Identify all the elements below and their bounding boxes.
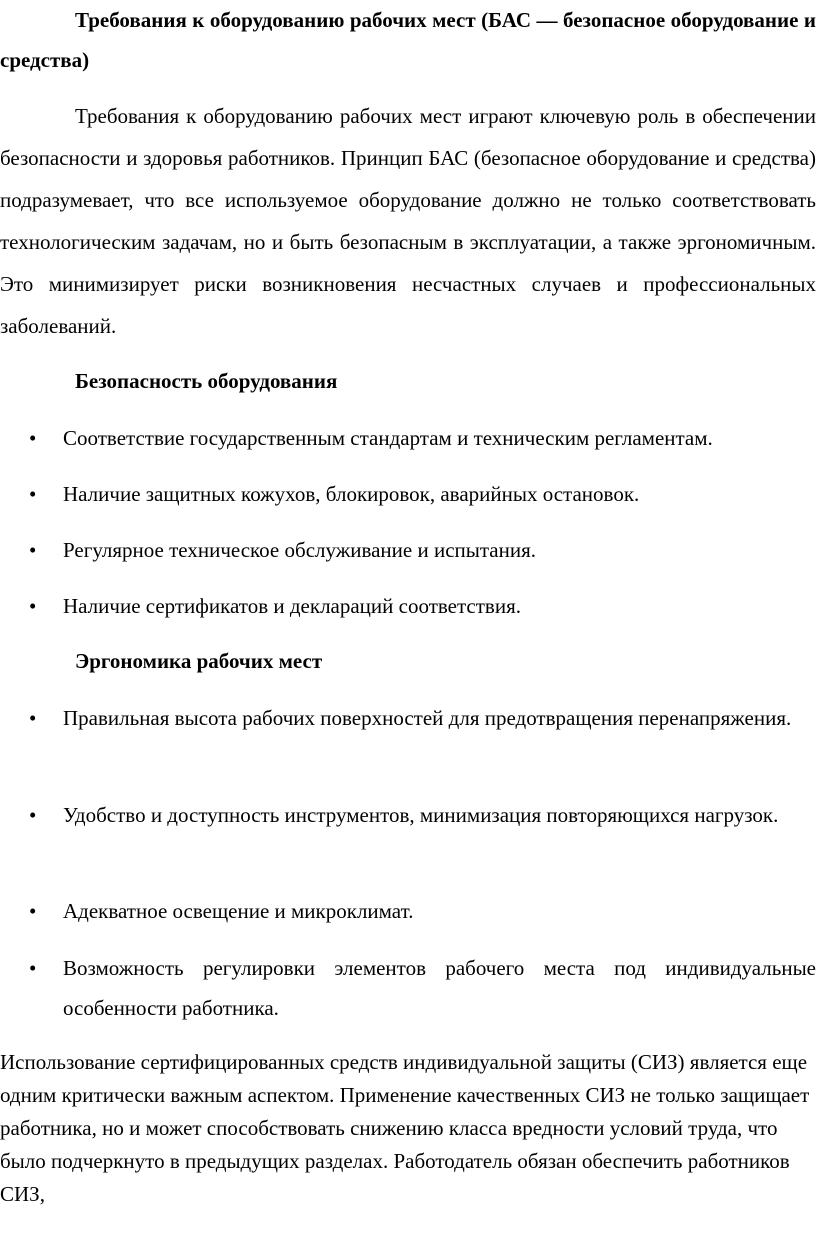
section-heading-equipment-safety: Безопасность оборудования (75, 369, 338, 393)
intro-paragraph: Требования к оборудованию рабочих мест играют ключевую роль в обеспечении безопасности и здоровья работников. Принцип БАС (безопасное оборудование и средства) подразумевает, что все используемое оборудование должно не только соответствовать технологическим задачам, но и быть безопасным в эксплуатации, а также эргономичным. Это минимизирует риски возникновения несчастных случаев и профессиональных заболеваний. (0, 104, 816, 338)
list-item-text: Регулярное техническое обслуживание и испытания. (63, 538, 537, 562)
list-item-text: Адекватное освещение и микроклимат. (63, 899, 414, 923)
list-item-text: Наличие защитных кожухов, блокировок, аварийных остановок. (63, 482, 640, 506)
bullet-icon: • (29, 706, 37, 730)
bullet-icon: • (29, 899, 37, 923)
bullet-icon: • (29, 426, 37, 450)
section-heading-workplace-ergonomics: Эргономика рабочих мест (75, 649, 323, 673)
list-item-text: Соответствие государственным стандартам и техническим регламентам. (63, 426, 713, 450)
list-item-text: Наличие сертификатов и деклараций соответствия. (63, 594, 521, 618)
list-item-text: Удобство и доступность инструментов, минимизация повторяющихся нагрузок. (63, 803, 779, 827)
document-title: Требования к оборудованию рабочих мест (БАС — безопасное оборудование и средства) (0, 8, 816, 72)
bullet-icon: • (29, 538, 37, 562)
bullet-icon: • (29, 803, 37, 827)
bullet-icon: • (29, 956, 37, 980)
list-item-text: Правильная высота рабочих поверхностей для предотвращения перенапряжения. (63, 706, 792, 730)
closing-paragraph: Использование сертифицированных средств индивидуальной защиты (СИЗ) является еще одним критически важным аспектом. Применение качественных СИЗ не только защищает работника, но и может способствовать снижению класса вредности условий труда, что было подчеркнуто в предыдущих разделах. Работодатель обязан обеспечить работников СИЗ, (0, 1050, 810, 1206)
bullet-icon: • (29, 482, 37, 506)
list-item-text: Возможность регулировки элементов рабочего места под индивидуальные особенности работника. (63, 956, 816, 1020)
bullet-icon: • (29, 594, 37, 618)
